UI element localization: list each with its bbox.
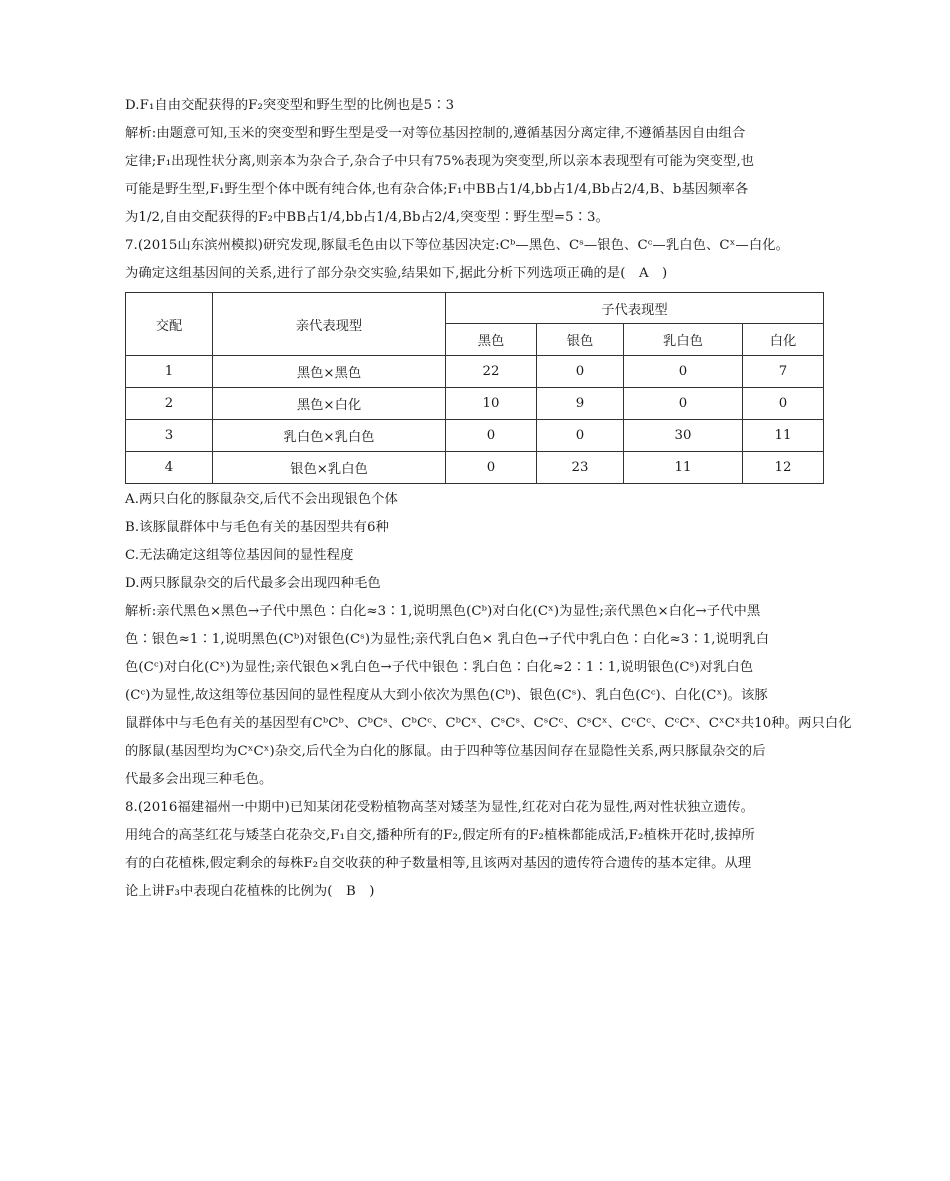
- line: A.两只白化的豚鼠杂交,后代不会出现银色个体: [125, 492, 398, 507]
- cell-value: 9: [537, 388, 624, 420]
- cell-parent: 黑色×白化: [213, 388, 446, 420]
- line: 8.(2016福建福州一中期中)已知某闭花受粉植物高茎对矮茎为显性,红花对白花为显性,两对性状独立遗传。: [125, 800, 755, 815]
- cell-value: 0: [624, 356, 743, 388]
- cell-value: 0: [537, 356, 624, 388]
- line: 解析:由题意可知,玉米的突变型和野生型是受一对等位基因控制的,遵循基因分离定律,不遵循基因自由组合: [125, 126, 746, 141]
- line: 定律;F₁出现性状分离,则亲本为杂合子,杂合子中只有75%表现为突变型,所以亲本表现型有可能为突变型,也: [125, 154, 755, 169]
- cell-parent: 银色×乳白色: [213, 452, 446, 484]
- cell-value: 12: [743, 452, 824, 484]
- cell-value: 10: [446, 388, 537, 420]
- table-row: [126, 452, 824, 484]
- line: D.F₁自由交配获得的F₂突变型和野生型的比例也是5∶3: [125, 98, 455, 113]
- header-parent: 亲代表现型: [213, 293, 446, 356]
- cell-value: 0: [624, 388, 743, 420]
- line: 可能是野生型,F₁野生型个体中既有纯合体,也有杂合体;F₁中BB占1/4,bb占1/4,Bb占2/4,B、b基因频率各: [125, 182, 749, 197]
- cell-id: 4: [126, 452, 213, 484]
- table-header-row: [126, 293, 824, 324]
- cell-value: 30: [624, 420, 743, 452]
- line: 7.(2015山东滨州模拟)研究发现,豚鼠毛色由以下等位基因决定:Cᵇ—黑色、Cˢ—银色、Cᶜ—乳白色、Cˣ—白化。: [125, 238, 790, 253]
- line: 解析:亲代黑色×黑色→子代中黑色∶白化≈3∶1,说明黑色(Cᵇ)对白化(Cˣ)为显性;亲代黑色×白化→子代中黑: [125, 604, 761, 619]
- cell-value: 7: [743, 356, 824, 388]
- header-cross: 交配: [126, 293, 213, 356]
- cell-id: 1: [126, 356, 213, 388]
- cell-parent: 乳白色×乳白色: [213, 420, 446, 452]
- cell-value: 11: [624, 452, 743, 484]
- cell-id: 3: [126, 420, 213, 452]
- subheader-black: 黑色: [446, 324, 537, 356]
- line: 用纯合的高茎红花与矮茎白花杂交,F₁自交,播种所有的F₂,假定所有的F₂植株都能成活,F₂植株开花时,拔掉所: [125, 828, 755, 843]
- table-row: [126, 356, 824, 388]
- cell-value: 0: [446, 420, 537, 452]
- cross-results-table: [125, 292, 824, 484]
- line: 为1/2,自由交配获得的F₂中BB占1/4,bb占1/4,Bb占2/4,突变型∶野生型=5∶3。: [125, 210, 610, 225]
- line: 为确定这组基因间的关系,进行了部分杂交实验,结果如下,据此分析下列选项正确的是( A ): [125, 266, 668, 281]
- line: 的豚鼠(基因型均为CˣCˣ)杂交,后代全为白化的豚鼠。由于四种等位基因间存在显隐性关系,两只豚鼠杂交的后: [125, 744, 766, 759]
- document-page: [125, 92, 852, 906]
- line: 色(Cᶜ)对白化(Cˣ)为显性;亲代银色×乳白色→子代中银色∶乳白色∶白化≈2∶1∶1,说明银色(Cˢ)对乳白色: [125, 660, 754, 675]
- cell-value: 22: [446, 356, 537, 388]
- line: 有的白花植株,假定剩余的每株F₂自交收获的种子数量相等,且该两对基因的遗传符合遗传的基本定律。从理: [125, 856, 752, 871]
- line: 鼠群体中与毛色有关的基因型有CᵇCᵇ、CᵇCˢ、CᵇCᶜ、CᵇCˣ、CˢCˢ、CˢCᶜ、CˢCˣ、CᶜCᶜ、CᶜCˣ、CˣCˣ共10种。两只白化: [125, 716, 852, 731]
- subheader-silver: 银色: [537, 324, 624, 356]
- line: 论上讲F₃中表现白花植株的比例为( B ): [125, 884, 375, 899]
- line: D.两只豚鼠杂交的后代最多会出现四种毛色: [125, 576, 381, 591]
- subheader-cream: 乳白色: [624, 324, 743, 356]
- subheader-albino: 白化: [743, 324, 824, 356]
- cell-value: 0: [446, 452, 537, 484]
- cell-value: 23: [537, 452, 624, 484]
- line: C.无法确定这组等位基因间的显性程度: [125, 548, 354, 563]
- cell-value: 11: [743, 420, 824, 452]
- cell-parent: 黑色×黑色: [213, 356, 446, 388]
- cell-value: 0: [743, 388, 824, 420]
- cell-value: 0: [537, 420, 624, 452]
- table-row: [126, 420, 824, 452]
- line: 代最多会出现三种毛色。: [125, 772, 273, 787]
- header-offspring: 子代表现型: [446, 293, 824, 324]
- line: 色∶银色≈1∶1,说明黑色(Cᵇ)对银色(Cˢ)为显性;亲代乳白色× 乳白色→子代中乳白色∶白化≈3∶1,说明乳白: [125, 632, 770, 647]
- line: B.该豚鼠群体中与毛色有关的基因型共有6种: [125, 520, 389, 535]
- table-row: [126, 388, 824, 420]
- cell-id: 2: [126, 388, 213, 420]
- line: (Cᶜ)为显性,故这组等位基因间的显性程度从大到小依次为黑色(Cᵇ)、银色(Cˢ)、乳白色(Cᶜ)、白化(Cˣ)。该豚: [125, 688, 768, 703]
